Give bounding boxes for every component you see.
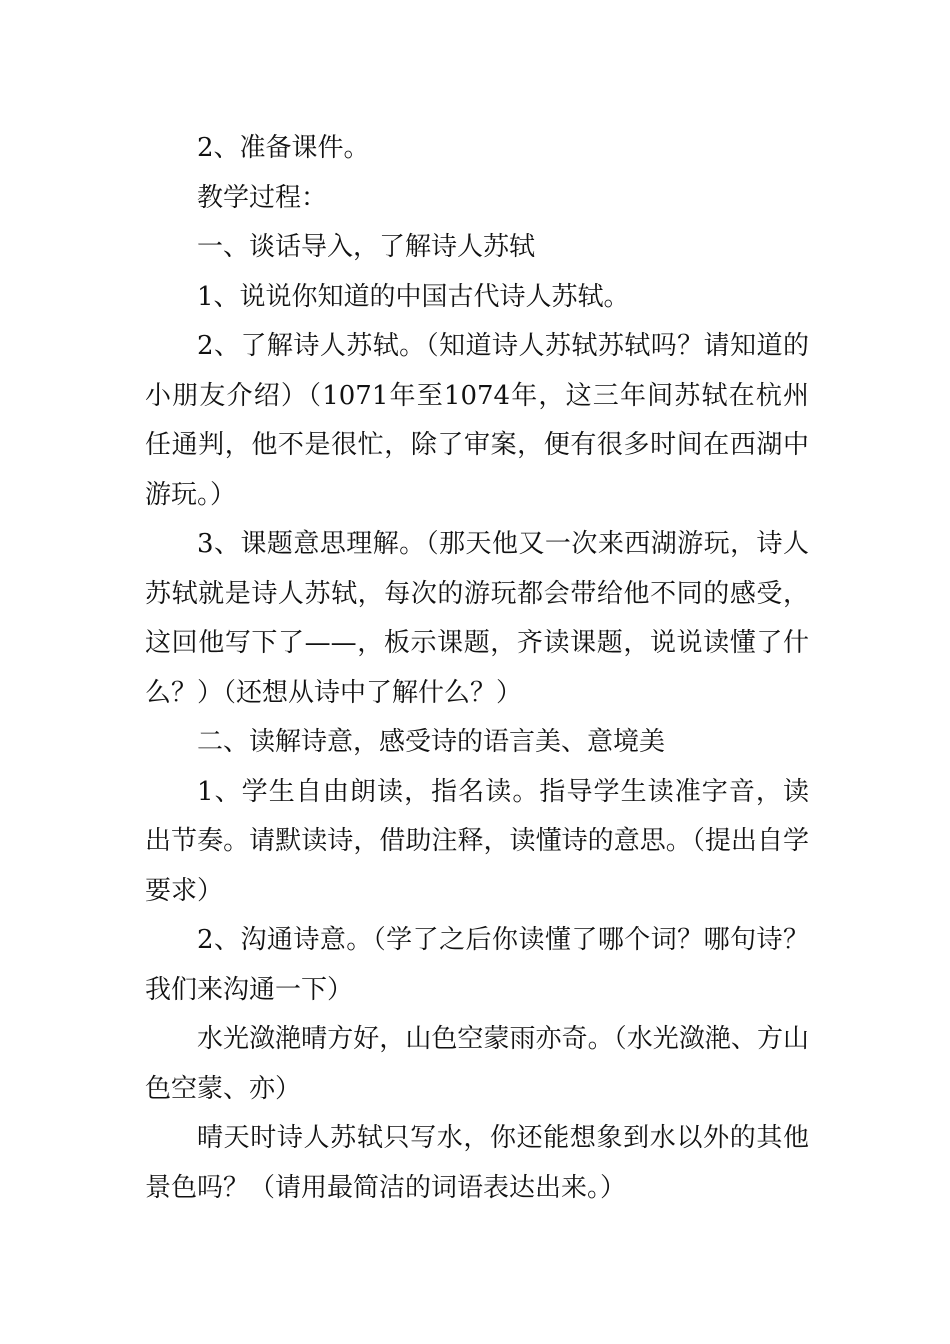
paragraph-poem-line: 水光潋滟晴方好，山色空蒙雨亦奇。（水光潋滟、方山色空蒙、亦） <box>145 1024 809 1104</box>
section-heading-reading: 二、读解诗意，感受诗的语言美、意境美 <box>197 727 666 757</box>
paragraph-teaching-process: 教学过程： <box>197 182 328 213</box>
paragraph-step-3: 3、课题意思理解。（那天他又一次来西湖游玩，诗人苏轼就是诗人苏轼，每次的游玩都会带给他不同的感受，这回他写下了——，板示课题，齐读课题，说说读懂了什么？）（还想从诗中了解什么？） <box>145 529 809 708</box>
paragraph-prepare-courseware: 2、准备课件。 <box>197 133 370 163</box>
paragraph-reading-step-2: 2、沟通诗意。（学了之后你读懂了哪个词？哪句诗？我们来沟通一下） <box>145 925 809 1005</box>
paragraph-question: 晴天时诗人苏轼只写水，你还能想象到水以外的其他景色吗？（请用最简洁的词语表达出来。） <box>145 1123 809 1203</box>
paragraph-step-2: 2、了解诗人苏轼。（知道诗人苏轼苏轼吗？请知道的小朋友介绍）（1071年至1074年，这三年间苏轼在杭州任通判，他不是很忙，除了审案，便有很多时间在西湖中游玩。） <box>145 331 809 510</box>
paragraph-reading-step-1: 1、学生自由朗读，指名读。指导学生读准字音，读出节奏。请默读诗，借助注释，读懂诗的意思。（提出自学要求） <box>145 776 809 906</box>
paragraph-step-1: 1、说说你知道的中国古代诗人苏轼。 <box>197 281 630 312</box>
section-heading-introduction: 一、谈话导入，了解诗人苏轼 <box>197 232 536 262</box>
document-body <box>145 124 809 1213</box>
